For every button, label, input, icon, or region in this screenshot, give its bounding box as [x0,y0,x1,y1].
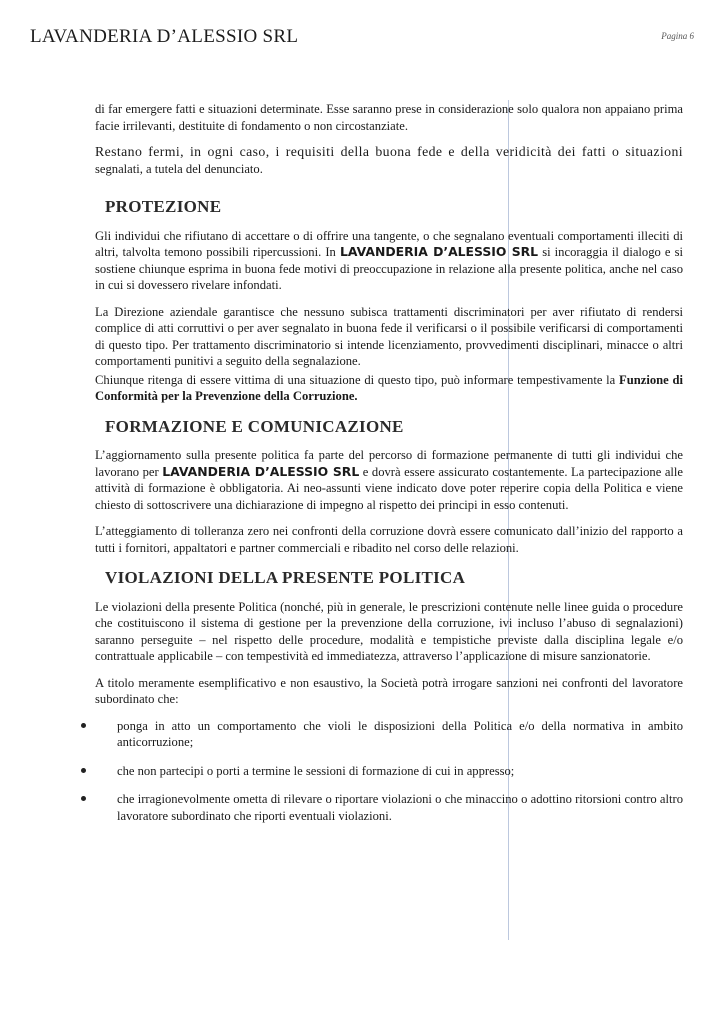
list-item [95,718,683,751]
protezione-p3-text: Chiunque ritenga di essere vittima di una situazione di questo tipo, può informare tempestivamente la [95,372,616,387]
company-name-inline: LAVANDERIA D’ALESSIO SRL [162,463,360,479]
intro-paragraph-2 [95,144,683,177]
company-name-inline: LAVANDERIA D’ALESSIO SRL [339,244,539,259]
violazioni-paragraph-1: Le violazioni della presente Politica (nonché, più in generale, le prescrizioni contenute nelle linee guida o procedure che costituiscono il sistema di gestione per la prevenzione della corruzione, ivi incluso l’abuso di segnalazioni) saranno perseguite – nel rispetto delle procedure, modalità e tempistiche previste dalla disciplina legale e/o contrattuale applicabile – con tempestività ed immediatezza, attraverso l’applicazione di misure sanzionatorie. [95,599,683,663]
compliance-function-name: Funzione di Conformità per la Prevenzione della Corruzione. [95,372,683,403]
protezione-paragraph-3 [95,372,683,405]
intro-paragraph-2-start: Restano fermi, in ogni caso, i requisiti della buona fede e della veridicità dei fatti o situazioni [95,144,683,159]
list-item-text: che irragionevolmente ometta di rilevare o riportare violazioni o che minaccino o adottino ritorsioni contro altro lavoratore subordinato che riporti eventuali violazioni. [117,792,683,823]
violazioni-paragraph-2: A titolo meramente esemplificativo e non esaustivo, la Società potrà irrogare sanzioni nei confronti del lavoratore subordinato che: [95,675,683,706]
intro-paragraph-1: di far emergere fatti e situazioni determinate. Esse saranno prese in considerazione solo qualora non appaiano prima facie irrilevanti, destituite di fondamento o non circostanziate. [95,102,683,133]
bullet-icon [81,723,86,728]
protezione-paragraph-1 [95,228,683,294]
list-item-text: che non partecipi o porti a termine le sessioni di formazione di cui in appresso; [117,763,515,778]
document-body [95,101,683,836]
violations-list [95,718,683,825]
bullet-icon [81,796,86,801]
page-number: Pagina 6 [661,31,694,41]
list-item-text: ponga in atto un comportamento che violi le disposizioni della Politica e/o della normativa in ambito anticorruzione; [117,718,683,749]
section-heading-formazione: FORMAZIONE E COMUNICAZIONE [105,416,404,436]
formazione-paragraph-2: L’atteggiamento di tolleranza zero nei confronti della corruzione dovrà essere comunicato dall’inizio del rapporto a tutti i fornitori, appaltatori e partner commerciali e ribadito nel corso delle relazioni. [95,524,683,555]
protezione-paragraph-2: La Direzione aziendale garantisce che nessuno subisca trattamenti discriminatori per aver rifiutato di rendersi complice di atti corruttivi o per aver segnalato in buona fede il verificarsi o il possibile verificarsi di comportamenti di questo tipo. Per trattamento discriminatorio si intende licenziamento, provvedimenti disciplinari, minacce o altri comportamenti punitivi a seguito della segnalazione. [95,304,683,368]
bullet-icon [81,768,86,773]
company-header: LAVANDERIA D’ALESSIO SRL [30,26,299,47]
protezione-p1-text-a: Gli individui che rifiutano di accettare o di offrire una tangente, o che segnalano eventuali comportamenti illeciti di altri, talvolta temono possibili ripercussioni. In [95,228,683,259]
protezione-p1-text-b: si incoraggia il dialogo e si sostiene chiunque esprima in buona fede motivi di preoccupazione in relazione alla presente politica, anche nel caso in cui si dovessero rivelare infondati. [95,245,683,292]
formazione-p1-text-a: L’aggiornamento sulla presente politica fa parte del percorso di formazione permanente di tutti gli individui che lavorano per [95,448,683,479]
formazione-p1-text-b: e dovrà essere assicurato costantemente. La partecipazione alle attività di formazione è obbligatoria. Ai neo-assunti viene indicato dove poter reperire copia della Politica e viene chiesto di sottoscrivere una dichiarazione di impegno al rispetto dei principi in esso contenuti. [95,464,683,512]
list-item [95,763,683,780]
section-heading-protezione: PROTEZIONE [105,197,222,216]
intro-paragraph-2-end: segnalati, a tutela del denunciato. [95,161,263,176]
list-item [95,791,683,824]
formazione-paragraph-1 [95,447,683,513]
section-heading-violazioni: VIOLAZIONI DELLA PRESENTE POLITICA [105,568,466,587]
